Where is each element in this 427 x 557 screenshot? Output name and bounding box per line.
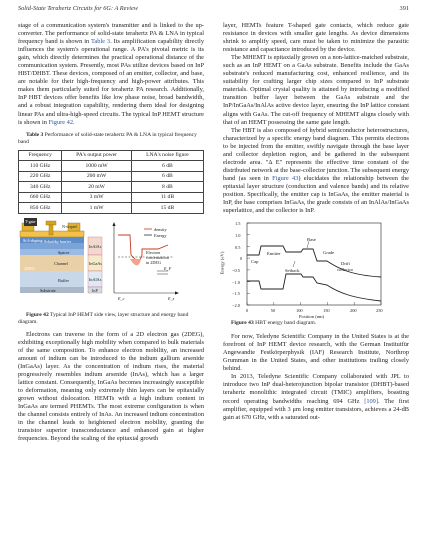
table-cell: 220 GHz [19, 171, 62, 181]
electron-conc-label-1: Electron [146, 249, 161, 255]
table-cell: 200 mW [62, 171, 132, 181]
ec-label: E_c [118, 295, 125, 301]
ingaas-label: InGaAs [89, 260, 103, 266]
performance-table [18, 150, 204, 214]
table-cell: 8 dB [131, 182, 203, 192]
xtick: 0 [246, 308, 249, 314]
figure42-caption [18, 312, 204, 326]
right-paragraph-2: The MHEMT is epitaxially grown on a non-lattice-matched substrate, such as an InP HEMT on a GaAs substrate. Benefits include the GaAs substrate's reduced manufacturing cost, enhanced resilience, and its suitability for crafting larger chip sizes compared to InP substrate materials. Optimal crystal quality is attained by introducing a modified transition buffer layer between the GaAs substrate and the InP/InGaAs/InAlAs active device layer, ensuring the InP lattice constant aligns with GaAs. The cut-off frequency of MHEMT aligns closely with that of an HEMT possessing the same gate length. [223, 54, 409, 126]
table-cell: 6 dB [131, 161, 203, 171]
drift-label: Drift [341, 261, 350, 267]
table3-caption-text: Performance of solid-state terahertz PA & LNA in typical frequency band [18, 131, 197, 145]
left-paragraph-1 [18, 22, 204, 127]
base-label: Base [307, 237, 316, 243]
page-number: 391 [399, 5, 409, 12]
substrate-label: Substrate [40, 287, 56, 293]
table-cell: 11 dB [131, 192, 203, 202]
setback-label: Setback [285, 268, 300, 274]
running-header [18, 5, 409, 15]
xtick: 150 [323, 308, 330, 314]
ytick: 0 [240, 256, 243, 262]
buffer-label: Buffer [58, 277, 69, 283]
table-cell: 1 mW [62, 203, 132, 213]
ndoped-label: N-doped [62, 223, 77, 229]
table3-caption-label: Table 3 [26, 131, 44, 138]
figure-43 [219, 219, 409, 320]
table-row [19, 192, 204, 202]
text-run: stage of a communication system's transmitter and is linked to the up-converter. The performance of solid-state terahertz PA & LNA in typical frequency band is shown in [18, 22, 204, 46]
xtick: 250 [376, 308, 383, 314]
table3-caption [18, 132, 204, 146]
ef-label: E_F [164, 265, 172, 271]
text-run: In 2013, Teledyne Scientific Company collaborated with JPL to introduce two InP dual-heterojunction bipolar transistor (DHBT)-based terahertz monolithic integrated circuit (TMIC) amplifiers, boasting record operating bandwidths reaching 694 GHz [223, 373, 409, 405]
xtick: 50 [270, 308, 276, 314]
inalas-label-bottom: InAlAs [89, 276, 102, 282]
ytick: −1.0 [232, 279, 240, 285]
ytick: −0.5 [232, 268, 240, 274]
figure42-caption-text: Typical InP HEMT side view, layer structure and energy band diagram. [18, 311, 189, 325]
ytick: −1.5 [232, 291, 240, 297]
table-cell: 6 dB [131, 171, 203, 181]
figure43-caption [223, 320, 409, 327]
table-row [19, 171, 204, 181]
right-paragraph-4: For now, Teledyne Scientific Company in the United States is at the forefront of InP HEMT device research, with the German Institutfür Angewandte Festkörperphysik (IAF) Research Institute, Northrop Grumman in the United States, and other institutions trailing closely behind. [223, 333, 409, 373]
figure43-caption-text: HBT energy band diagram. [253, 320, 317, 327]
right-paragraph-5 [223, 373, 409, 421]
table-row [19, 161, 204, 171]
text-run: ) elucidates the relationship between the epitaxial layer structure (conduction and valence bands) and its relative position. Specifically, the emitter cap is InGaAs, the emitter material is InP, the base comprises InGaAs, the grade consists of an InAlAs/InGaAs superlattice, and the collector is InP. [223, 174, 409, 215]
right-column [219, 22, 409, 422]
table-cell: 660 GHz [19, 192, 62, 202]
inp-label: InP [92, 287, 98, 293]
table-cell: 340 GHz [19, 182, 62, 192]
ref109-link[interactable]: [109] [364, 397, 378, 405]
figure42-caption-label: Figure 42 [26, 311, 49, 318]
text-run: . [73, 118, 75, 126]
table-cell: 850 GHz [19, 203, 62, 213]
xtick: 200 [350, 308, 357, 314]
tgate-label: T-gate [24, 218, 37, 226]
fig43-xlabel: Position (nm) [299, 314, 325, 320]
table-header-cell: LNA's noise figure [131, 150, 203, 160]
electron-conc-label-2: concentration [146, 254, 169, 260]
ytick: 1.0 [235, 232, 241, 238]
electron-conc-label-3: in 2DEG [146, 259, 162, 265]
table-header-cell: PA's output power [62, 150, 132, 160]
hemt-diagram [18, 219, 204, 311]
left-paragraph-2: Electrons can traverse in the form of a 2D electron gas (2DEG), exhibiting exceptionally high mobility when compared to bulk materials of the same composition. To enhance electron mobility, an increased amount of indium can be introduced to the indium gallium arsenide (InGaAs) layer. As the concentration of indium rises, the material progressively resembles indium arsenide (InAs), which has a larger lattice constant. Consequently, InGaAs becomes increasingly susceptible to deformation, meaning only extremely thin layers can be epitaxially grown without dislocation. HEMTs with a high indium content in InGaAs are termed PHEMTs. The most extreme configuration is when the channel consists entirely of InAs. An increased indium concentration in the channel leads to heightened electron mobility, granting the transistor superior transconductance and enhanced gain at higher frequencies. Beyond the scaling of the epitaxial growth [18, 330, 204, 443]
ytick: −2.0 [232, 303, 240, 309]
table-cell: 3 mW [62, 192, 132, 202]
grade-label: Grade [323, 250, 335, 256]
ytick: 1.5 [235, 221, 241, 227]
cap-label: Cap [251, 259, 259, 265]
right-paragraph-1: layer, HEMTs feature T-shaped gate contacts, which reduce gate resistance in devices with smaller gate lengths. As device dimensions shrink to amplify speed, care must be taken to minimize the parasitic resistance and capacitance introduced by the device. [223, 22, 409, 54]
schottky-label: Schottky barrier [44, 238, 72, 244]
running-title: Solid-State Terahertz Circuits for 6G: A Review [18, 5, 138, 12]
table-cell: 15 dB [131, 203, 203, 213]
ytick: 0.5 [235, 244, 241, 250]
figure-42 [18, 219, 204, 311]
table-header-cell: Frequency [19, 150, 62, 160]
table-header-row [19, 150, 204, 160]
inalas-label-top: InAlAs [89, 243, 102, 249]
figure43-link[interactable]: Figure 43 [272, 174, 299, 182]
left-column [18, 22, 204, 443]
text-run: The HBT is also composed of hybrid semiconductor heterostructures, characterized by a specific energy band diagram. This permits electrons to be injected from the emitter, swiftly navigate through the base layer and collector depletion region, and be gathered in the subsequent electrode area. "Δ E" represents the effective time constant of the distributed network at the base-collector junction. The subsequent energy band (as seen in [223, 126, 409, 182]
table-cell: 1000 mW [62, 161, 132, 171]
ez-label: E_z [168, 295, 175, 301]
table3-link[interactable]: Table 3 [91, 38, 111, 46]
table-row [19, 203, 204, 213]
right-paragraph-3 [223, 127, 409, 216]
channel-label: Channel [54, 260, 68, 266]
table-row [19, 182, 204, 192]
spacer-label: Spacer [58, 249, 70, 255]
emitter-label: Emitter [267, 251, 281, 257]
hbt-band-plot [223, 219, 409, 319]
collector-label: collector [337, 267, 354, 273]
text-run: . The first amplifier, equipped with 3 μm long emitter transistors, achieves a 24-dB gain at 670 GHz, with a saturated out- [223, 397, 409, 421]
twodeg-label: 2DEG [24, 265, 36, 271]
density-legend: density [154, 226, 167, 232]
xtick: 100 [296, 308, 303, 314]
figure43-caption-label: Figure 43 [231, 320, 254, 327]
sidoping-label: Si δ-doping [23, 237, 43, 243]
energy-legend: Energy [154, 232, 167, 238]
text-run: . Its amplification capability directly influences the system's operational range. A PA's pivotal metric is its gain, which directly determines the practical operational distance of the communication system. Presently, most PAs utilize devices based on InP HBT/DHBT. These devices, composed of an emitter, collector, and base, are notable for their high-frequency and high-power attributes. This makes them particularly suited for terahertz PA research. Additionally, InP HBT devices offer benefits like low phase noise, broad bandwidth, and a robust integration capability, rendering them ideal for designing linear PAs and ultra-high-speed circuits. The typical InP HEMT structure is shown in [18, 38, 204, 126]
figure42-link[interactable]: Figure 42 [48, 118, 73, 126]
fig43-ylabel: Energy (eV) [219, 251, 225, 275]
table-cell: 110 GHz [19, 161, 62, 171]
table-cell: 20 mW [62, 182, 132, 192]
